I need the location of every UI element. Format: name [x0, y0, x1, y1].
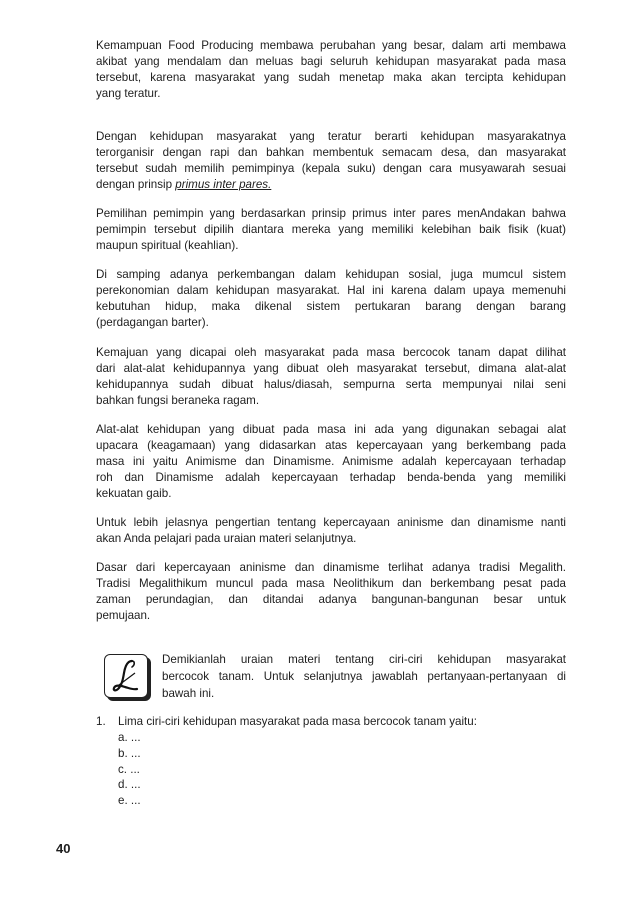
paragraph-economy [96, 267, 566, 331]
answer-item: d. ... [118, 778, 141, 792]
text-line: roh dan Dinamisme adalah kepercayaan terhadap benda-benda yang memiliki [96, 471, 566, 484]
text-line: Pemilihan pemimpin yang berdasarkan prinsip primus inter pares menAndakan bahwa [96, 207, 566, 220]
text-line: bercocok tanam. Untuk selanjutnya jawablah pertanyaan-pertanyaan di [162, 670, 566, 683]
paragraph-food-producing [96, 38, 566, 102]
paragraph-further-study [96, 515, 566, 547]
text-line [96, 177, 566, 193]
text-line: tersebut, karena masyarakat yang sudah menetap maka akan tercipta kehidupan [96, 71, 566, 84]
text-line: bahkan fungsi beraneka ragam. [96, 394, 260, 407]
answer-item: e. ... [118, 794, 141, 808]
handwriting-note-icon [104, 654, 148, 698]
text-line: pemimpin tersebut dipilih diantara mereka yang memiliki kelebihan baik fisik (kuat) [96, 223, 566, 236]
question-number: 1. [96, 715, 106, 728]
note-instruction [162, 651, 566, 702]
text-line: kekuatan gaib. [96, 487, 172, 500]
text-line: (perdagangan barter). [96, 316, 209, 329]
emphasis-term: primus inter pares. [175, 178, 272, 191]
paragraph-tools-progress [96, 345, 566, 409]
text-line: akan Anda pelajari pada uraian materi selanjutnya. [96, 532, 357, 545]
text-line: Demikianlah uraian materi tentang ciri-ciri kehidupan masyarakat [162, 653, 566, 666]
text-line: Tradisi Megalithikum muncul pada masa Neolithikum dan berkembang pesat pada [96, 577, 566, 590]
text-line: Dasar dari kepercayaan aninisme dan dinamisme terlihat adanya tradisi Megalith. [96, 561, 566, 574]
text-line: kehidupannya sudah dibuat halus/diasah, sempurna serta mempunyai nilai seni [96, 378, 566, 391]
text-line: upacara (keagamaan) yang didasarkan atas kepercayaan yang berkembang pada [96, 439, 566, 452]
text-line: masa ini yaitu Animisme dan Dinamisme. Animisme adalah kepercayaan terhadap [96, 455, 566, 468]
text-line: bawah ini. [162, 687, 215, 700]
text-line: akibat yang mendalam dan meluas bagi seluruh kehidupan masyarakat pada masa [96, 55, 566, 68]
text-line: Alat-alat kehidupan yang dibuat pada masa ini ada yang digunakan sebagai alat [96, 423, 566, 436]
question-text: Lima ciri-ciri kehidupan masyarakat pada masa bercocok tanam yaitu: [118, 715, 477, 728]
answer-item: c. ... [118, 762, 140, 776]
answer-item: b. ... [118, 746, 141, 760]
text-line: tersebut sudah memilih pemimpinya (kepala suku) dengan cara musyawarah sesuai [96, 162, 566, 175]
text-line: Dengan kehidupan masyarakat yang teratur berarti kehidupan masyarakatnya [96, 130, 566, 143]
page-number: 40 [56, 841, 71, 856]
paragraph-beliefs [96, 422, 566, 502]
text-line: Di samping adanya perkembangan dalam kehidupan sosial, juga mumcul sistem [96, 268, 566, 281]
answer-item: a. ... [118, 731, 141, 744]
text-fragment: dengan prinsip [96, 178, 176, 191]
text-line: Kemampuan Food Producing membawa perubahan yang besar, dalam arti membawa [96, 39, 566, 52]
text-line: dari alat-alat kehidupannya yang dibuat oleh masyarakat tersebut, dimana alat-alat [96, 362, 566, 375]
text-line: kebutuhan hidup, maka dikenal sistem pertukaran barang dengan barang [96, 300, 566, 313]
text-line: yang teratur. [96, 87, 161, 100]
text-line: pemujaan. [96, 609, 151, 622]
paragraph-organized-society [96, 129, 566, 193]
answer-list [118, 730, 141, 809]
text-line: terorganisir dengan rapi dan bahkan membentuk semacam desa, dan masyarakat [96, 146, 566, 159]
paragraph-megalith [96, 560, 566, 624]
text-line: Kemajuan yang dicapai oleh masyarakat pada masa bercocok tanam dapat dilihat [96, 346, 566, 359]
text-line: perekonomian dalam kehidupan masyarakat. Hal ini karena dalam upaya memenuhi [96, 284, 566, 297]
script-l-icon [105, 655, 147, 697]
text-line: zaman perundagian, dan ditandai adanya bangunan-bangunan besar untuk [96, 593, 566, 606]
text-line: maupun spiritual (keahlian). [96, 239, 239, 252]
text-line: Untuk lebih jelasnya pengertian tentang kepercayaan aninisme dan dinamisme nanti [96, 516, 566, 529]
paragraph-leader-selection [96, 206, 566, 254]
